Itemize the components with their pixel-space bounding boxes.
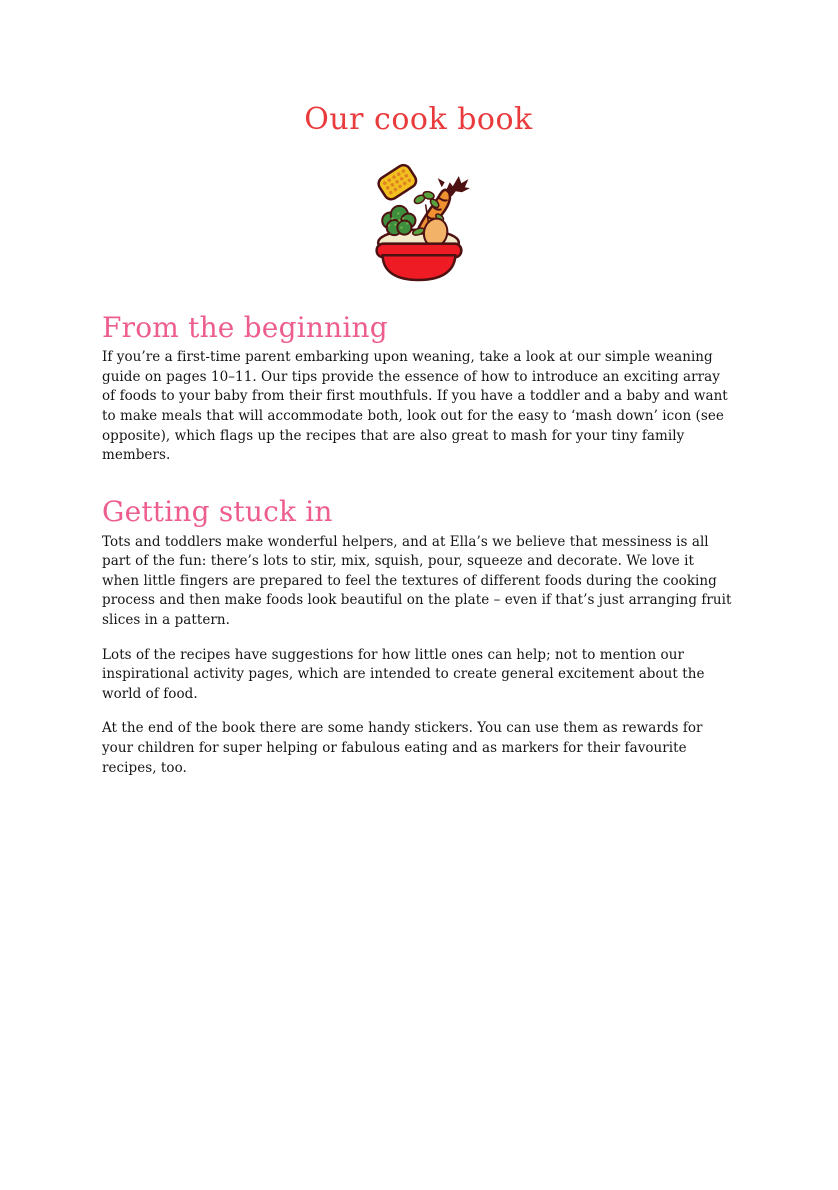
section-heading: From the beginning <box>102 310 388 344</box>
section-from-the-beginning <box>102 310 735 466</box>
bowl-body <box>382 255 455 280</box>
broccoli-icon <box>382 205 415 234</box>
paragraph: Tots and toddlers make wonderful helpers, and at Ella’s we believe that messiness is all part of the fun: there’s lots to stir, mix, squish, pour, squeeze and decorate. We love it when little fingers are prepared to feel the textures of different foods during the cooking process and then make foods look beautiful on the plate – even if that’s just arranging fruit slices in a pattern. <box>102 533 732 629</box>
corn-cob-icon <box>375 162 418 202</box>
paragraph: At the end of the book there are some handy stickers. You can use them as rewards for your children for super helping or fabulous eating and as markers for their favourite recipes, too. <box>102 720 703 776</box>
section-getting-stuck-in <box>102 494 735 778</box>
page-title: Our cook book <box>304 102 533 137</box>
paragraph: Lots of the recipes have suggestions for how little ones can help; not to mention our inspirational activity pages, which are intended to create general excitement about the world of food. <box>102 646 705 702</box>
vegetable-bowl-illustration <box>366 156 472 282</box>
illustration-container <box>102 156 735 282</box>
section-heading: Getting stuck in <box>102 494 333 528</box>
paragraph: If you’re a first-time parent embarking upon weaning, take a look at our simple weaning guide on pages 10–11. Our tips provide the essence of how to introduce an exciting array of foods to your baby from their first mouthfuls. If you have a toddler and a baby and want to make meals that will accommodate both, look out for the easy to ‘mash down’ icon (see opposite), which flags up the recipes that are also great to mash for your tiny family members. <box>102 349 728 464</box>
